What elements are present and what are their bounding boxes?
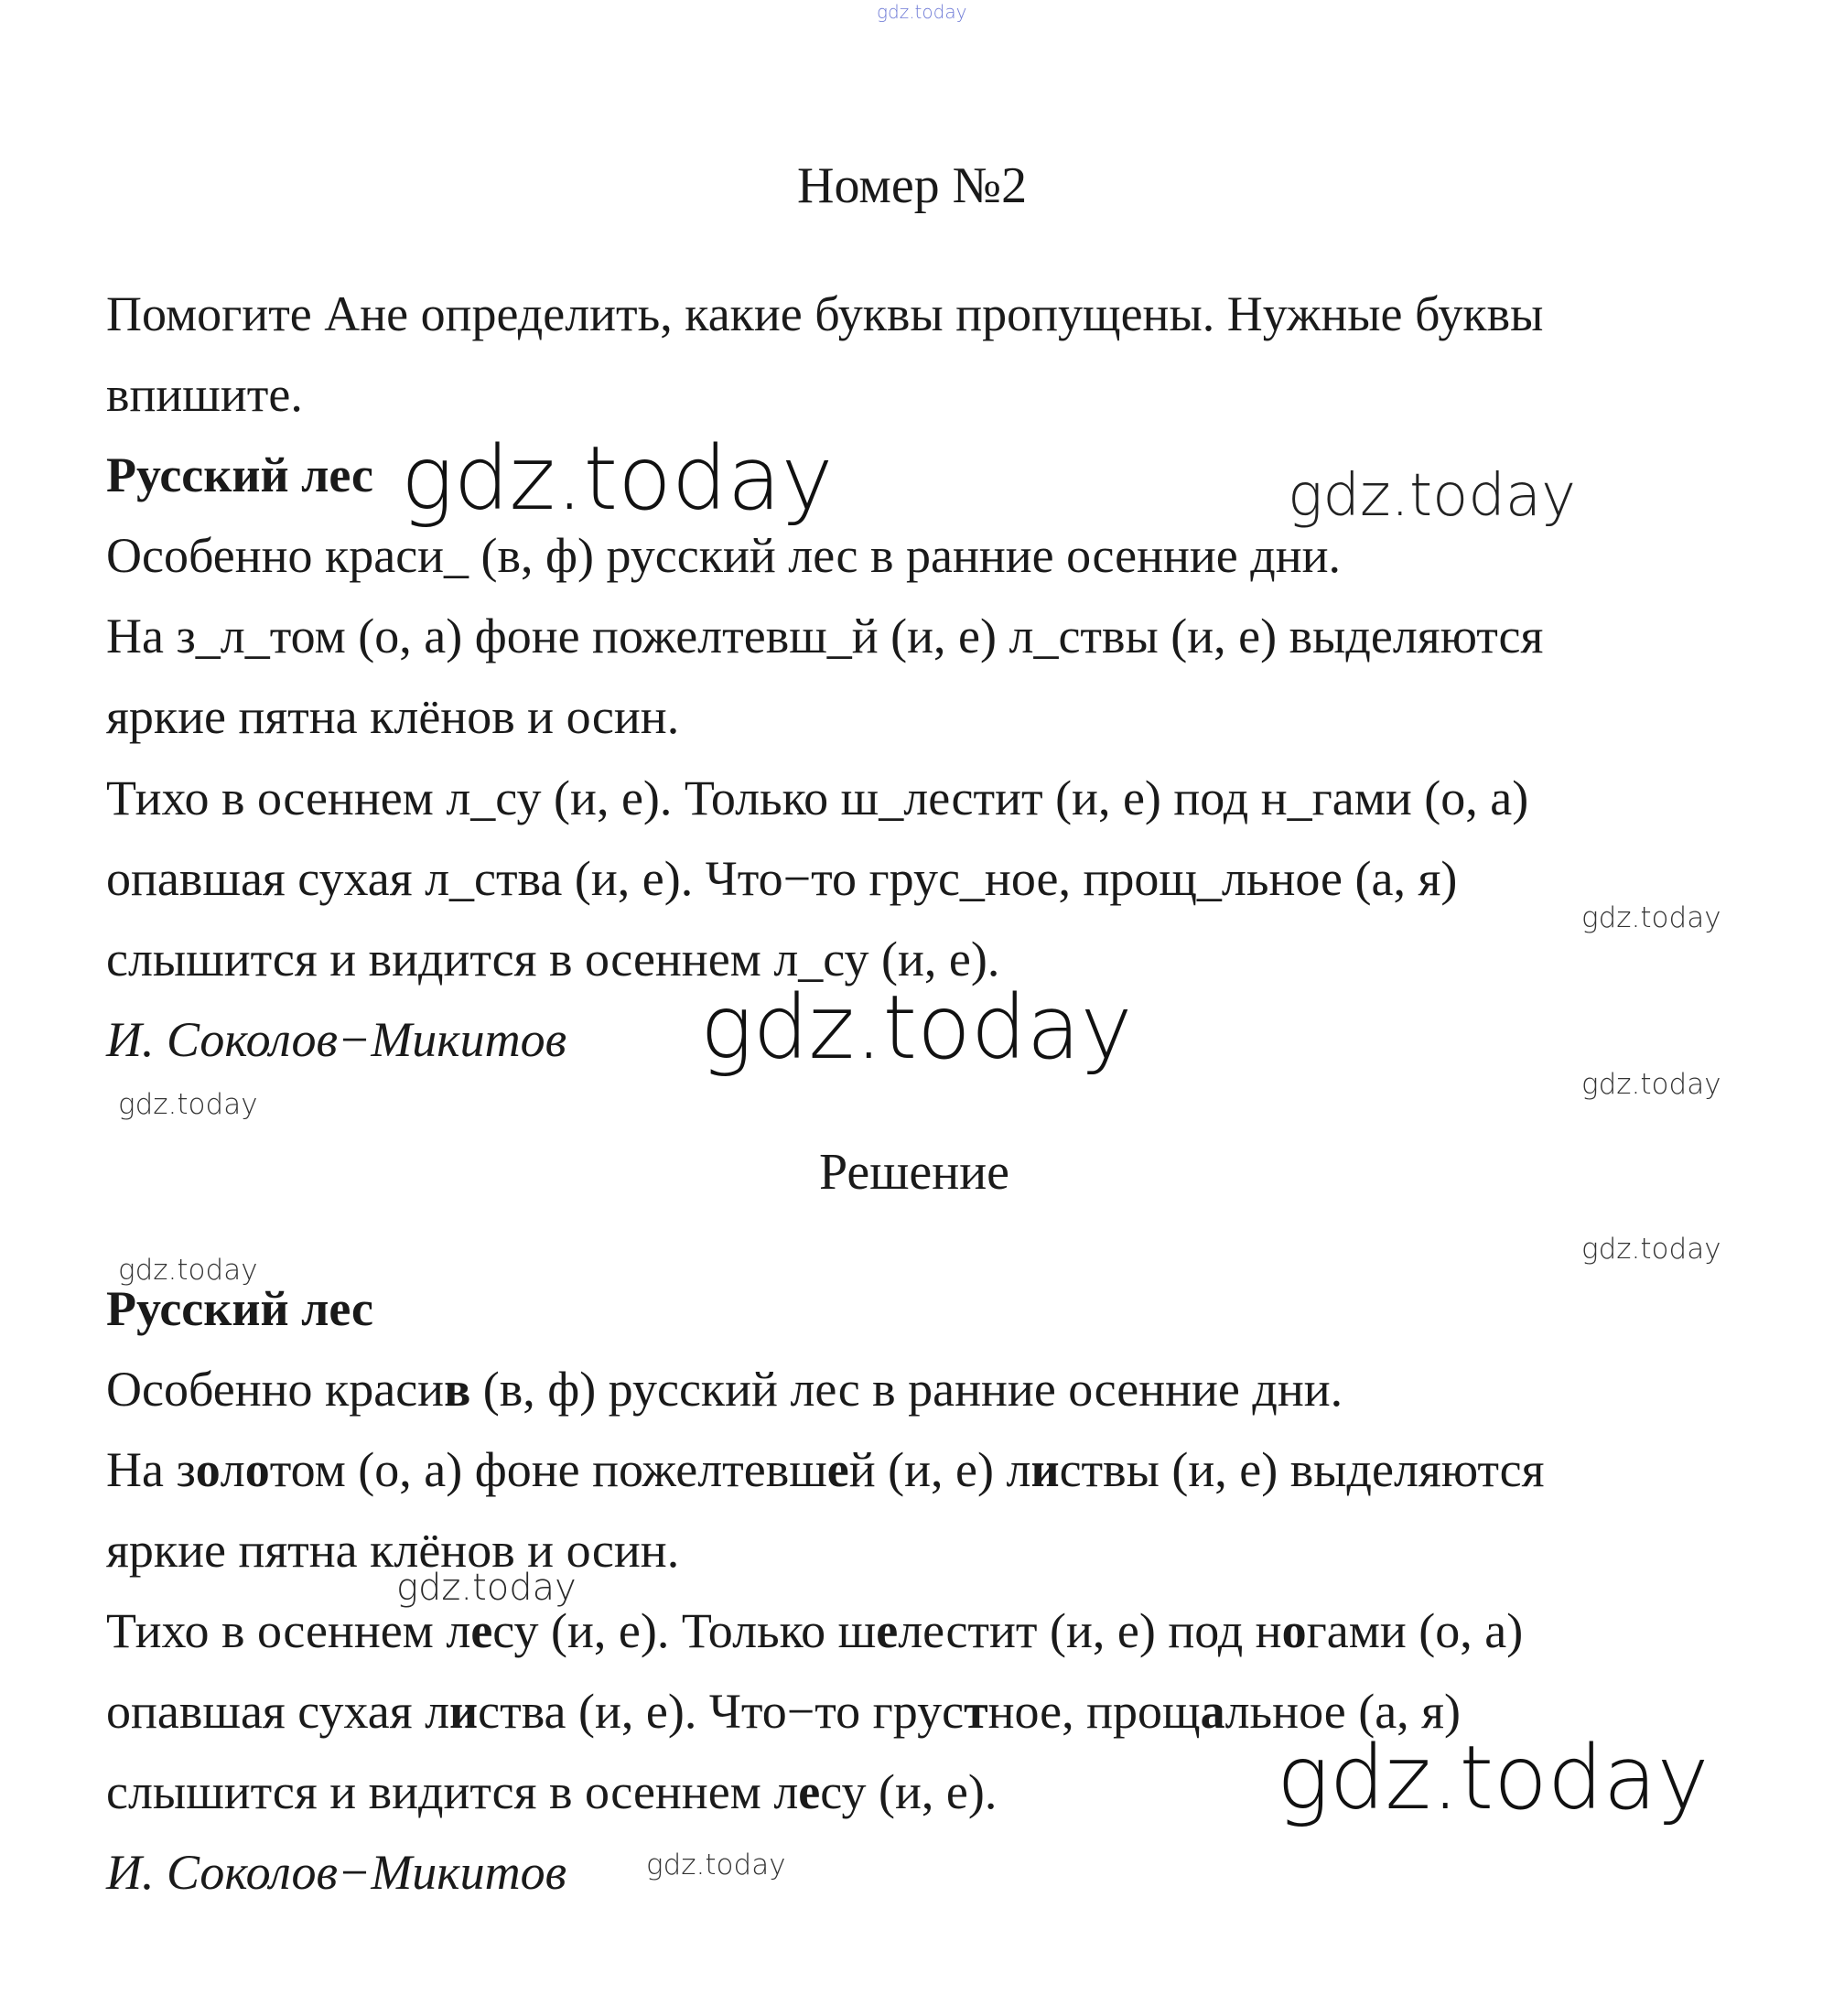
watermark-1: gdz.today: [401, 427, 834, 530]
watermark-4: gdz.today: [700, 976, 1133, 1079]
inserted-letter: е: [876, 1603, 899, 1658]
solution-text-segment: том (о, а) фоне пожелтевш: [269, 1442, 827, 1497]
page-title: Номер №2: [797, 157, 1028, 214]
watermark-top: gdz.today: [877, 1, 967, 23]
solution-line-4: [106, 1603, 1524, 1658]
solution-text-segment: На з: [106, 1442, 196, 1497]
inserted-letter: в: [444, 1362, 471, 1417]
solution-text-segment: льное (а, я): [1224, 1684, 1461, 1739]
inserted-letter: е: [798, 1764, 821, 1819]
solution-text-segment: ствы (и, е) выделяются: [1059, 1442, 1545, 1497]
solution-text-segment: Тихо в осеннем л: [106, 1603, 471, 1658]
inserted-letter: и: [1030, 1442, 1060, 1497]
task-line-6: слышится и видится в осеннем л_су (и, е).: [106, 932, 1000, 986]
task-instruction-line-2: впишите.: [106, 367, 303, 422]
solution-text-segment: й (и, е) л: [848, 1442, 1031, 1497]
watermark-6: gdz.today: [118, 1088, 258, 1121]
solution-text-segment: ное, прощ: [987, 1684, 1201, 1739]
watermark-2: gdz.today: [1288, 462, 1576, 530]
solution-text-segment: су (и, е).: [820, 1764, 998, 1819]
solution-line-5: [106, 1684, 1461, 1739]
solution-text-segment: су (и, е). Только ш: [492, 1603, 877, 1658]
solution-text-segment: слышится и видится в осеннем л: [106, 1764, 799, 1819]
inserted-letter: и: [449, 1684, 479, 1739]
solution-text-segment: опавшая сухая л: [106, 1684, 450, 1739]
watermark-8: gdz.today: [118, 1254, 258, 1287]
solution-line-6: [106, 1764, 998, 1819]
task-line-2: На з_л_том (о, а) фоне пожелтевш_й (и, е) л_ствы (и, е) выделяются: [106, 609, 1544, 663]
watermark-9: gdz.today: [396, 1567, 577, 1609]
inserted-letter: т: [964, 1684, 988, 1739]
inserted-letter: о: [244, 1442, 270, 1497]
solution-text-segment: лестит (и, е) под н: [898, 1603, 1282, 1658]
task-line-5: опавшая сухая л_ства (и, е). Что−то грус_ное, прощ_льное (а, я): [106, 851, 1458, 906]
inserted-letter: е: [826, 1442, 849, 1497]
solution-text-segment: Особенно краси: [106, 1362, 445, 1417]
watermark-5: gdz.today: [1581, 1068, 1721, 1101]
inserted-letter: е: [470, 1603, 493, 1658]
solution-heading: Решение: [819, 1144, 1010, 1201]
solution-text-segment: гами (о, а): [1306, 1603, 1524, 1658]
inserted-letter: а: [1200, 1684, 1225, 1739]
inserted-letter: о: [195, 1442, 221, 1497]
watermark-10: gdz.today: [1277, 1727, 1710, 1829]
watermark-11: gdz.today: [646, 1849, 786, 1881]
task-line-1: Особенно краси_ (в, ф) русский лес в ранние осенние дни.: [106, 528, 1341, 583]
watermark-7: gdz.today: [1581, 1233, 1721, 1266]
inserted-letter: о: [1281, 1603, 1307, 1658]
solution-line-1: [106, 1362, 1343, 1417]
solution-text-title: Русский лес: [106, 1281, 373, 1336]
solution-text-segment: (в, ф) русский лес в ранние осенние дни.: [470, 1362, 1343, 1417]
task-line-4: Тихо в осеннем л_су (и, е). Только ш_лестит (и, е) под н_гами (о, а): [106, 771, 1529, 825]
task-instruction-line-1: Помогите Ане определить, какие буквы пропущены. Нужные буквы: [106, 286, 1544, 341]
task-author: И. Соколов−Микитов: [106, 1012, 567, 1067]
solution-author: И. Соколов−Микитов: [106, 1845, 567, 1900]
solution-text-segment: яркие пятна клёнов и осин.: [106, 1523, 680, 1578]
task-line-3: яркие пятна клёнов и осин.: [106, 689, 680, 744]
solution-line-3: [106, 1523, 680, 1578]
solution-text-segment: ства (и, е). Что−то грус: [478, 1684, 965, 1739]
solution-line-2: [106, 1442, 1545, 1497]
solution-text-segment: л: [220, 1442, 245, 1497]
watermark-3: gdz.today: [1581, 901, 1721, 934]
task-text-title: Русский лес: [106, 447, 373, 502]
